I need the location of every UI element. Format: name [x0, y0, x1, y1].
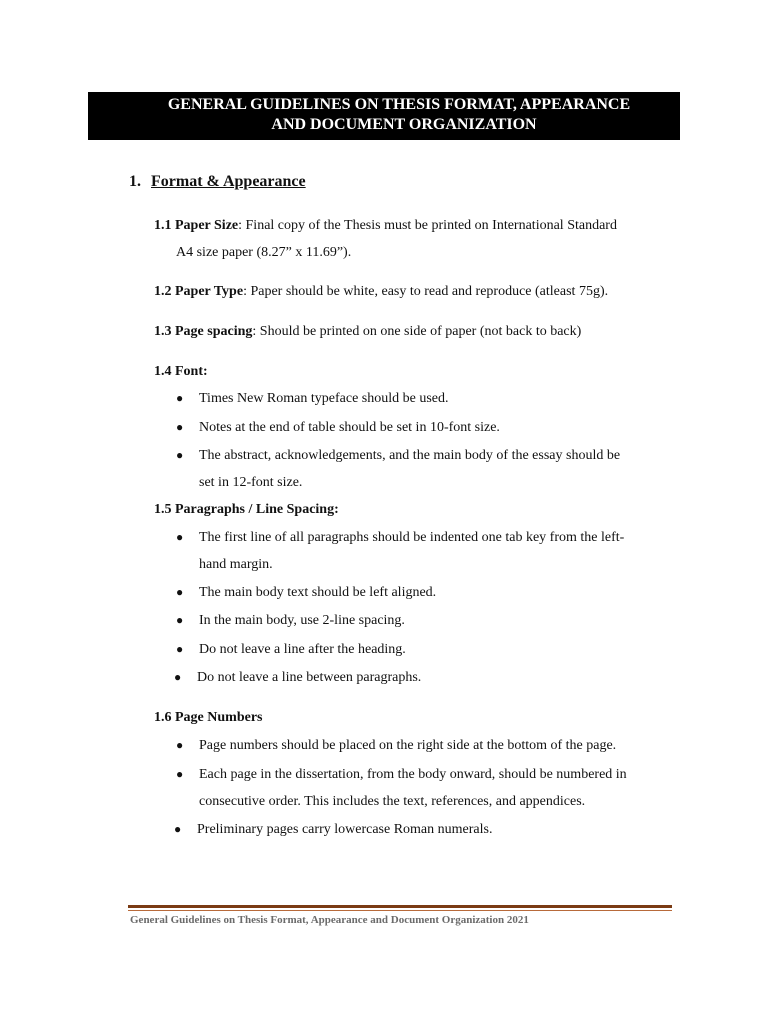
page-spacing-text: : Should be printed on one side of paper (not back to back) — [252, 324, 582, 339]
section-number: 1. — [129, 173, 141, 190]
list-item — [176, 636, 406, 663]
paper-size-label: 1.1 Paper Size — [154, 218, 239, 233]
font-bullet-2: Notes at the end of table should be set in 10-font size. — [199, 420, 500, 435]
paragraphs-subheading: 1.5 Paragraphs / Line Spacing: — [154, 502, 339, 517]
bullet-icon: ● — [176, 420, 184, 434]
list-item — [176, 607, 405, 634]
page-numbers-subheading: 1.6 Page Numbers — [154, 710, 263, 725]
paper-size-text: : Final copy of the Thesis must be printed on International Standard — [238, 218, 617, 233]
list-item — [176, 385, 449, 412]
bullet-icon: ● — [176, 767, 184, 781]
list-item — [176, 579, 436, 606]
section-heading — [129, 173, 306, 191]
paragraphs-bullet-1: The first line of all paragraphs should be indented one tab key from the left- — [199, 530, 625, 545]
bullet-icon: ● — [176, 585, 184, 599]
bullet-icon: ● — [176, 391, 184, 405]
page-spacing-paragraph — [154, 318, 581, 345]
page-numbers-bullet-2: Each page in the dissertation, from the body onward, should be numbered in — [199, 767, 627, 782]
list-item — [176, 524, 624, 551]
paper-type-text: : Paper should be white, easy to read and reproduce (atleast 75g). — [243, 284, 609, 299]
paper-type-label: 1.2 Paper Type — [154, 284, 244, 299]
font-bullet-3-continuation: set in 12-font size. — [199, 475, 303, 490]
paragraphs-bullet-1-continuation: hand margin. — [199, 557, 273, 572]
paper-size-paragraph — [154, 212, 617, 239]
bullet-icon: ● — [176, 448, 184, 462]
paragraphs-bullet-4: Do not leave a line after the heading. — [199, 642, 406, 657]
paragraphs-bullet-2: The main body text should be left aligned. — [199, 585, 437, 600]
list-item — [174, 816, 492, 843]
bullet-icon: ● — [176, 530, 184, 544]
bullet-icon: ● — [174, 670, 182, 684]
section-title: Format & Appearance — [151, 173, 306, 190]
bullet-icon: ● — [174, 822, 182, 836]
footer-text: General Guidelines on Thesis Format, Appearance and Document Organization 2021 — [130, 914, 529, 926]
footer-rule — [128, 905, 672, 908]
footer-rule-thin — [128, 910, 672, 911]
title-line-1: GENERAL GUIDELINES ON THESIS FORMAT, APPEARANCE — [167, 96, 631, 113]
page-numbers-bullet-2-continuation: consecutive order. This includes the text, references, and appendices. — [199, 794, 586, 809]
title-line-2: AND DOCUMENT ORGANIZATION — [271, 116, 537, 133]
font-bullet-1: Times New Roman typeface should be used. — [199, 391, 449, 406]
paragraphs-bullet-5: Do not leave a line between paragraphs. — [197, 670, 422, 685]
paragraphs-bullet-3: In the main body, use 2-line spacing. — [199, 613, 405, 628]
page-numbers-bullet-3: Preliminary pages carry lowercase Roman numerals. — [197, 822, 493, 837]
list-item — [176, 732, 616, 759]
list-item — [176, 414, 500, 441]
font-bullet-3: The abstract, acknowledgements, and the main body of the essay should be — [199, 448, 621, 463]
font-subheading: 1.4 Font: — [154, 364, 208, 379]
bullet-icon: ● — [176, 613, 184, 627]
bullet-icon: ● — [176, 642, 184, 656]
list-item — [176, 761, 627, 788]
list-item — [176, 442, 620, 469]
list-item — [174, 664, 421, 691]
paper-type-paragraph — [154, 278, 608, 305]
page-numbers-bullet-1: Page numbers should be placed on the right side at the bottom of the page. — [199, 738, 617, 753]
document-title-banner — [88, 92, 680, 140]
paper-size-continuation: A4 size paper (8.27” x 11.69”). — [176, 245, 352, 260]
page-spacing-label: 1.3 Page spacing — [154, 324, 253, 339]
bullet-icon: ● — [176, 738, 184, 752]
